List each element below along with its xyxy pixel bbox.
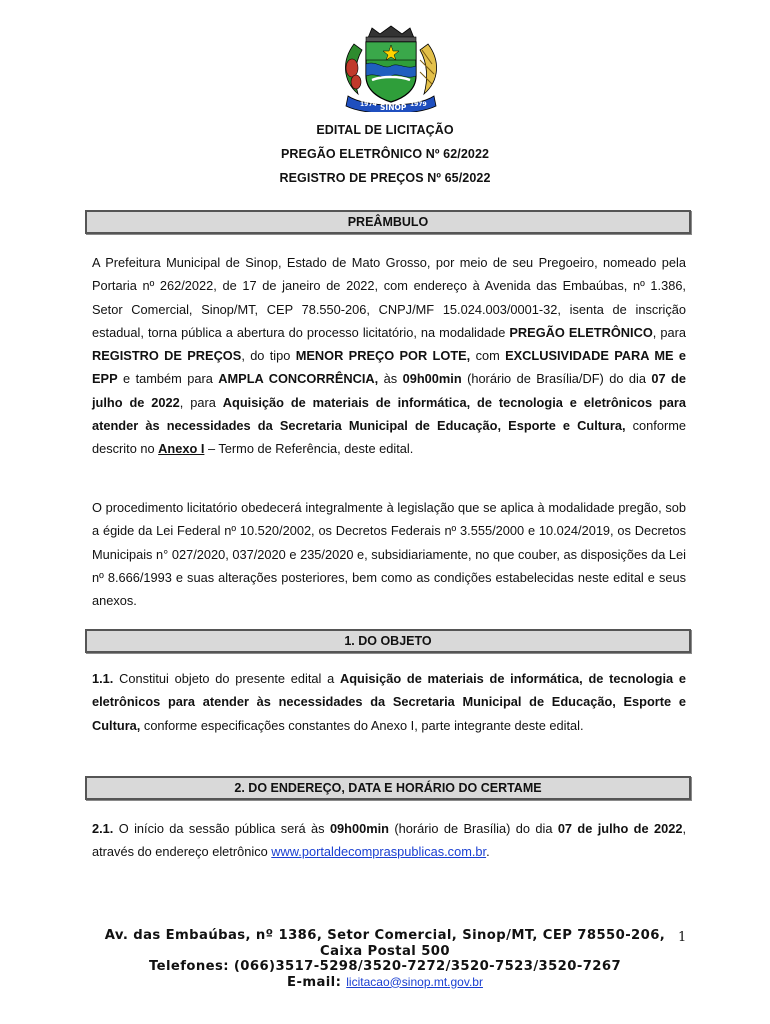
portal-compras-link[interactable]: www.portaldecompraspublicas.com.br bbox=[271, 844, 487, 860]
title-registro: REGISTRO DE PREÇOS Nº 65/2022 bbox=[279, 171, 491, 185]
section-heading-objeto: 1. DO OBJETO bbox=[85, 629, 691, 653]
clause-number: 1.1. bbox=[92, 671, 114, 686]
footer-email-line bbox=[0, 975, 770, 991]
clause-number: 2.1. bbox=[92, 821, 114, 836]
preambulo-paragraph-2: O procedimento licitatório obedecerá integralmente à legislação que se aplica à modalidade pregão, sob a égide da Lei Federal nº 10.520/2002, os Decretos Federais nº 3.555/2000 e 10.024/2019, os Decretos Municipais n° 027/2020, 037/2020 e 235/2020 e, subsidiariamente, no que couber, as disposições da Lei nº 8.666/1993 e suas alterações posteriores, bem como as condições estabelecidas neste edital e seus anexos. bbox=[92, 500, 686, 609]
section-heading-endereco: 2. DO ENDEREÇO, DATA E HORÁRIO DO CERTAME bbox=[85, 776, 691, 800]
anexo-i-reference: Anexo I bbox=[158, 441, 205, 457]
preambulo-paragraph-1: A Prefeitura Municipal de Sinop, Estado de Mato Grosso, por meio de seu Pregoeiro, nomeado pela Portaria nº 262/2022, de 17 de janeiro de 2022, com endereço à Avenida das Embaúbas, nº 1.386, Setor Comercial, Sinop/MT, CEP 78.550-206, CNPJ/MF 15.024.003/0001-32, isenta de inscrição estadual, torna pública a abertura do processo licitatório, na modalidade PREGÃO ELETRÔNICO, para REGISTRO DE PREÇOS, do tipo MENOR PREÇO POR LOTE, com EXCLUSIVIDADE PARA ME e EPP e também para AMPLA CONCORRÊNCIA, às 09h00min (horário de Brasília/DF) do dia 07 de julho de 2022, para Aquisição de materiais de informática, de tecnologia e eletrônicos para atender às necessidades da Secretaria Municipal de Educação, Esporte e Cultura, conforme descrito no Anexo I – Termo de Referência, deste edital. bbox=[92, 255, 687, 457]
title-edital: EDITAL DE LICITAÇÃO bbox=[316, 123, 454, 137]
sinop-coat-of-arms-logo bbox=[336, 24, 446, 112]
footer-phones: Telefones: (066)3517-5298/3520-7272/3520-7523/3520-7267 bbox=[148, 959, 622, 974]
objeto-paragraph: 1.1. Constitui objeto do presente edital a Aquisição de materiais de informática, de tecnologia e eletrônicos para atender às necessidades da Secretaria Municipal de Educação, Esporte e Cultura, conforme especificações constantes do Anexo I, parte integrante deste edital. bbox=[92, 671, 686, 733]
endereco-paragraph: 2.1. O início da sessão pública será às 09h00min (horário de Brasília) do dia 07 de julho de 2022, através do endereço eletrônico www.portaldecompraspublicas.com.br. bbox=[92, 821, 687, 860]
document-titles bbox=[0, 118, 770, 190]
page-footer bbox=[0, 928, 770, 990]
crest-city: SINOP bbox=[380, 103, 407, 112]
title-pregao: PREGÃO ELETRÔNICO Nº 62/2022 bbox=[280, 147, 490, 161]
section-heading-preambulo: PREÂMBULO bbox=[85, 210, 691, 234]
crest-year-left: 1974 bbox=[360, 101, 377, 108]
footer-email-label: E-mail: bbox=[287, 974, 347, 990]
footer-postal-box: Caixa Postal 500 bbox=[320, 943, 450, 959]
page-number: 1 bbox=[678, 930, 687, 945]
footer-address: Av. das Embaúbas, nº 1386, Setor Comercial, Sinop/MT, CEP 78550-206, bbox=[104, 928, 666, 943]
crest-year-right: 1979 bbox=[410, 101, 427, 108]
footer-email-link[interactable]: licitacao@sinop.mt.gov.br bbox=[346, 974, 483, 989]
